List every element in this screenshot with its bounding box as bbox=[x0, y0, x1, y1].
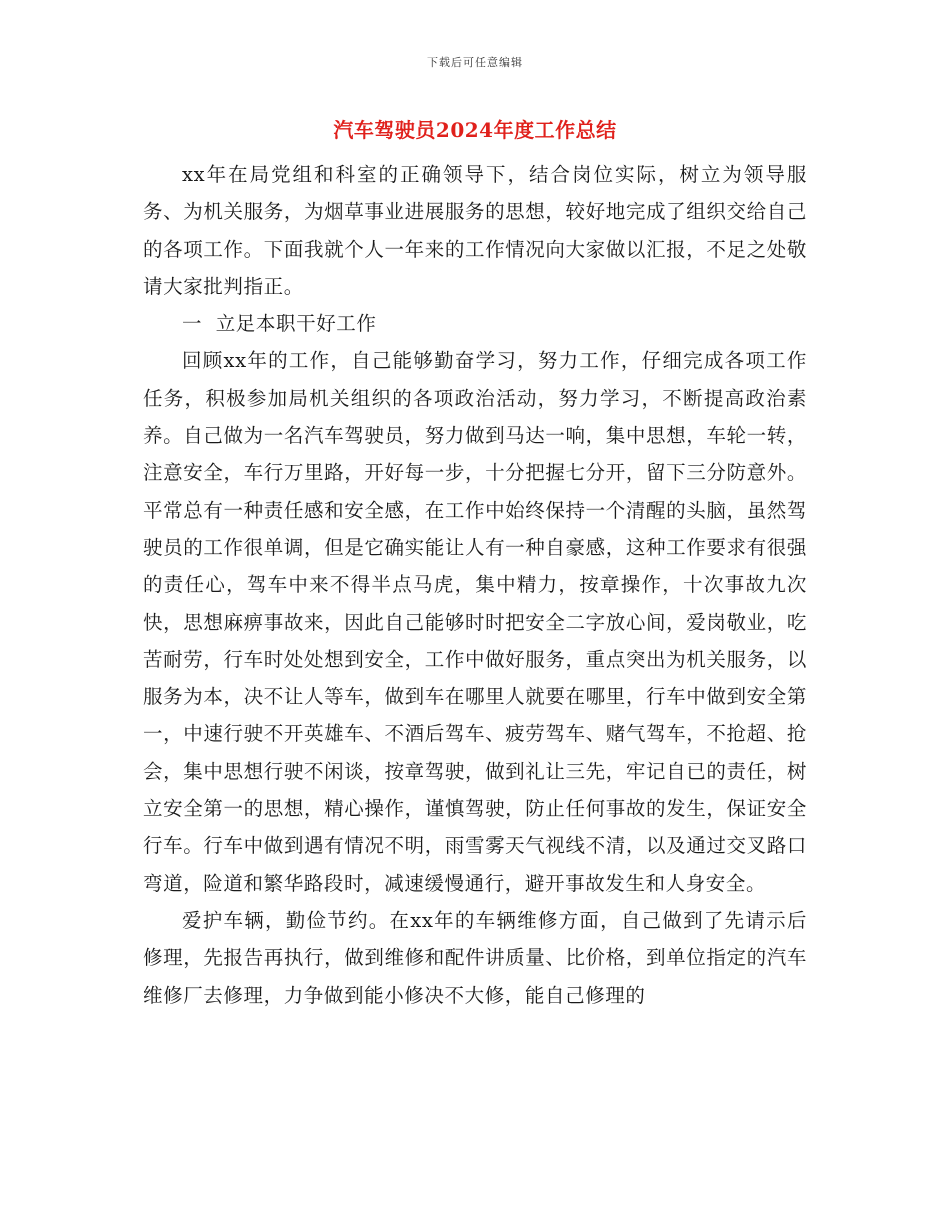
document-title: 汽车驾驶员2024年度工作总结 bbox=[333, 118, 617, 142]
header-note: 下载后可任意编辑 bbox=[427, 56, 523, 69]
section-heading: 一 立足本职干好工作 bbox=[182, 312, 377, 336]
paragraph-intro: xx年在局党组和科室的正确领导下，结合岗位实际，树立为领导服务、为机关服务，为烟草事业进展服务的思想，较好地完成了组织交给自己的各项工作。下面我就个人一年来的工作情况向大家做以汇报，不足之处敬请大家批判指正。 bbox=[143, 163, 807, 298]
document-body bbox=[143, 156, 807, 1014]
paragraph-review: 回顾xx年的工作，自己能够勤奋学习，努力工作，仔细完成各项工作任务，积极参加局机关组织的各项政治活动，努力学习，不断提高政治素养。自己做为一名汽车驾驶员，努力做到马达一响，集中思想，车轮一转，注意安全，车行万里路，开好每一步，十分把握七分开，留下三分防意外。平常总有一种责任感和安全感，在工作中始终保持一个清醒的头脑，虽然驾驶员的工作很单调，但是它确实能让人有一种自豪感，这种工作要求有很强的责任心，驾车中来不得半点马虎，集中精力，按章操作，十次事故九次快，思想麻痹事故来，因此自己能够时时把安全二字放心间，爱岗敬业，吃苦耐劳，行车时处处想到安全，工作中做好服务，重点突出为机关服务，以服务为本，决不让人等车，做到车在哪里人就要在哪里，行车中做到安全第一，中速行驶不开英雄车、不酒后驾车、疲劳驾车、赌气驾车，不抢超、抢会，集中思想行驶不闲谈，按章驾驶，做到礼让三先，牢记自已的责任，树立安全第一的思想，精心操作，谨慎驾驶，防止任何事故的发生，保证安全行车。行车中做到遇有情况不明，雨雪雾天气视线不清，以及通过交叉路口弯道，险道和繁华路段时，减速缓慢通行，避开事故发生和人身安全。 bbox=[143, 349, 807, 895]
paragraph-vehicle-care: 爱护车辆，勤俭节约。在xx年的车辆维修方面，自己做到了先请示后修理，先报告再执行，做到维修和配件讲质量、比价格，到单位指定的汽车维修厂去修理，力争做到能小修决不大修，能自己修理的 bbox=[143, 908, 807, 1007]
